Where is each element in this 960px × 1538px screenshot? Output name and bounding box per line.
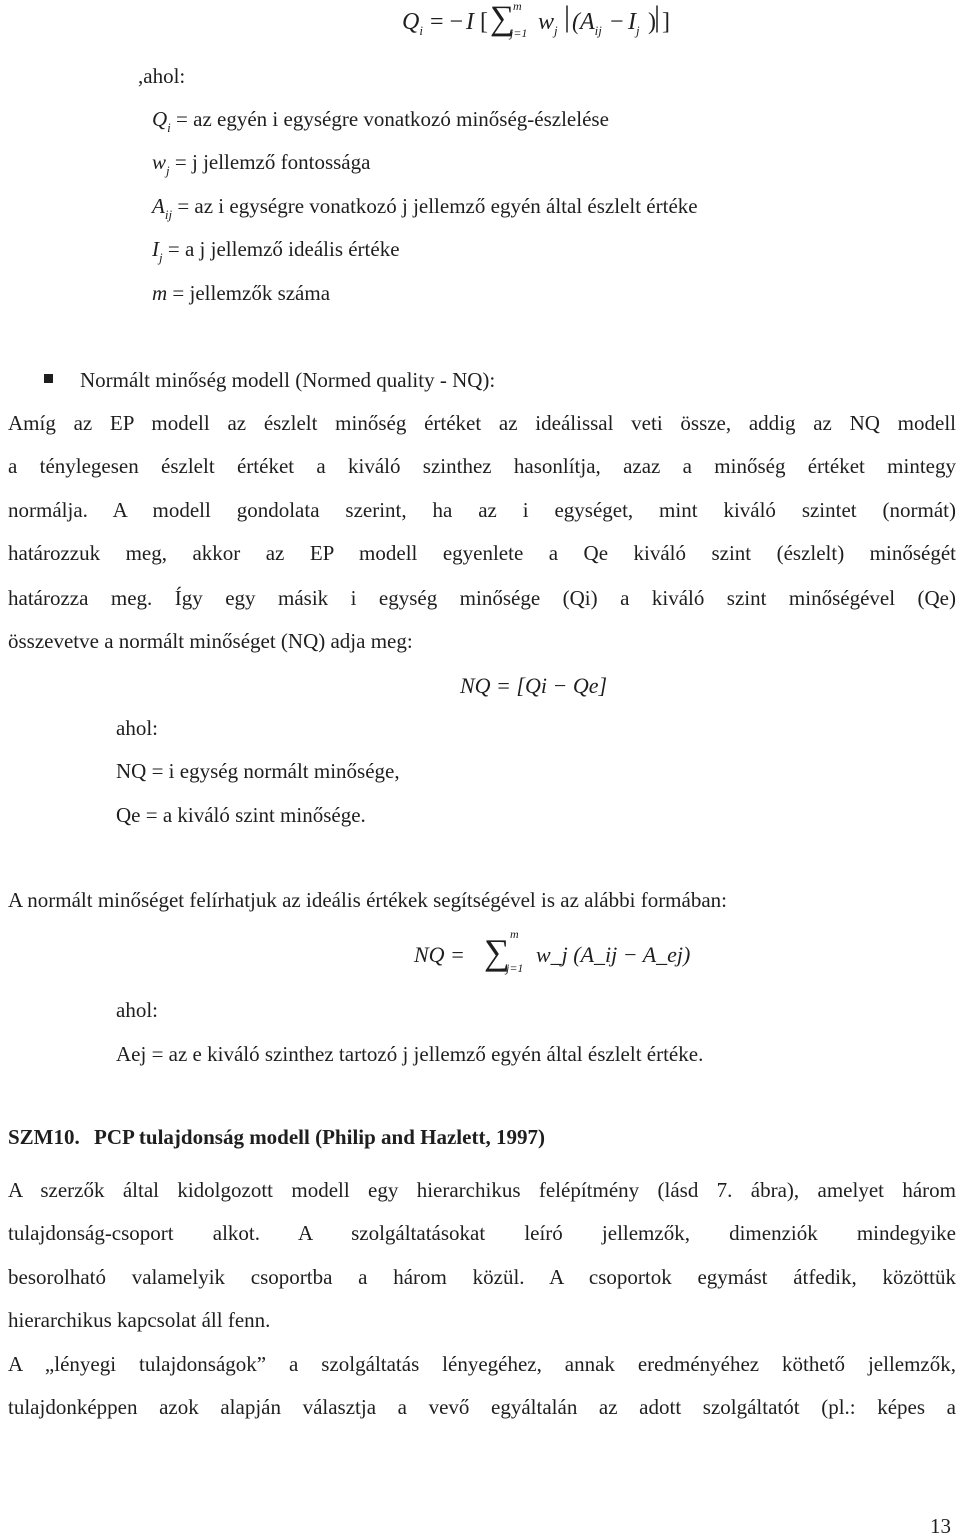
def-A: $A_{ij}$ = az i egységre vonatkozó j jellemző egyén által észlelt értéke bbox=[152, 194, 698, 222]
abs-bar-right: | bbox=[654, 0, 661, 33]
pcp-line-6: tulajdonképpen azok alapján választja a vevő egyáltalán az adott szolgáltatót (pl.: képes a bbox=[8, 1395, 956, 1419]
bullet-square-icon bbox=[44, 374, 53, 383]
sum-symbol-top: ∑ bbox=[490, 0, 515, 37]
pcp-line-1: A szerzők által kidolgozott modell egy hierarchikus felépítmény (lásd 7. ábra), amelyet három bbox=[8, 1178, 956, 1202]
nq-heading: Normált minőség modell (Normed quality - NQ): bbox=[80, 368, 496, 392]
sum-lower-top: j=1 bbox=[510, 26, 528, 40]
nq-line-3: normálja. A modell gondolata szerint, ha az i egységet, mint kiváló szintet (normát) bbox=[8, 498, 956, 522]
abs-bar-left: | bbox=[564, 0, 571, 33]
sum-upper-ideal: m bbox=[510, 927, 519, 941]
nq-line-5: határozza meg. Így egy másik i egység minősége (Qi) a kiváló szint minőségével (Qe) bbox=[8, 586, 956, 610]
sum-upper-top: m bbox=[513, 0, 522, 13]
ideal-where-label: ahol: bbox=[116, 998, 158, 1022]
formula-top-A: ($A_{ij}$ bbox=[572, 9, 602, 38]
pcp-line-2: tulajdonság-csoport alkot. A szolgáltatásokat leíró jellemzők, dimenziók mindegyike bbox=[8, 1221, 956, 1245]
where-label-1: ,ahol: bbox=[138, 64, 186, 88]
pcp-code: SZM10. bbox=[8, 1125, 80, 1149]
nq-line-2: a ténylegesen észlelt értéket a kiváló szinthez hasonlítja, azaz a minőség értéket mintegy bbox=[8, 454, 956, 478]
pcp-line-5: A „lényegi tulajdonságok” a szolgáltatás lényegéhez, annak eredményéhez köthető jellemzők, bbox=[8, 1352, 956, 1376]
formula-top-lhs: $Q_i$ bbox=[402, 9, 423, 38]
formula-top-I: I bbox=[466, 9, 474, 35]
formula-top-w: $w_j$ bbox=[538, 9, 558, 38]
nq-where-2: Qe = a kiváló szint minősége. bbox=[116, 803, 366, 827]
sum-lower-ideal: j=1 bbox=[506, 961, 524, 975]
nq-line-4: határozzuk meg, akkor az EP modell egyenlete a Qe kiváló szint (észlelt) minőségét bbox=[8, 541, 956, 565]
def-I: $I_j = a$ j jellemző ideális értéke bbox=[152, 237, 400, 265]
pcp-line-4: hierarchikus kapcsolat áll fenn. bbox=[8, 1308, 271, 1332]
ideal-intro: A normált minőséget felírhatjuk az ideális értékek segítségével is az alábbi formában: bbox=[8, 888, 727, 912]
def-Q: $Q_i$ = az egyén i egységre vonatkozó minőség-észlelése bbox=[152, 107, 609, 135]
nq-where-label: ahol: bbox=[116, 716, 158, 740]
nq-formula: NQ = [Qi − Qe] bbox=[460, 673, 608, 698]
formula-top-minus: − bbox=[610, 9, 624, 35]
formula-top-eq: = − bbox=[430, 9, 464, 35]
nq-line-1: Amíg az EP modell az észlelt minőség értéket az ideálissal veti össze, addig az NQ modell bbox=[8, 411, 956, 435]
page-number: 13 bbox=[930, 1514, 951, 1538]
pcp-line-3: besorolható valamelyik csoportba a három közül. A csoportok egymást átfedik, közöttük bbox=[8, 1265, 956, 1289]
ideal-where-line: Aej = az e kiváló szinthez tartozó j jellemző egyén által észlelt értéke. bbox=[116, 1042, 704, 1066]
ideal-formula-rhs: w_j (A_ij − A_ej) bbox=[536, 942, 691, 967]
pcp-title: PCP tulajdonság modell (Philip and Hazlett, 1997) bbox=[94, 1125, 545, 1149]
formula-top-I2: $I_j$ bbox=[628, 9, 640, 38]
formula-top-close: ) bbox=[648, 9, 656, 35]
nq-where-1: NQ = i egység normált minősége, bbox=[116, 759, 400, 783]
sum-symbol-ideal: ∑ bbox=[484, 932, 510, 972]
def-w: $w_j = j$ jellemző fontossága bbox=[152, 150, 371, 178]
def-m: m = jellemzők száma bbox=[152, 281, 331, 305]
nq-line-6: összevetve a normált minőséget (NQ) adja meg: bbox=[8, 629, 413, 653]
ideal-formula-lhs: NQ = bbox=[414, 942, 465, 967]
formula-top-bracket-close: ] bbox=[662, 9, 670, 35]
formula-top-bracket-open: [ bbox=[480, 9, 488, 35]
